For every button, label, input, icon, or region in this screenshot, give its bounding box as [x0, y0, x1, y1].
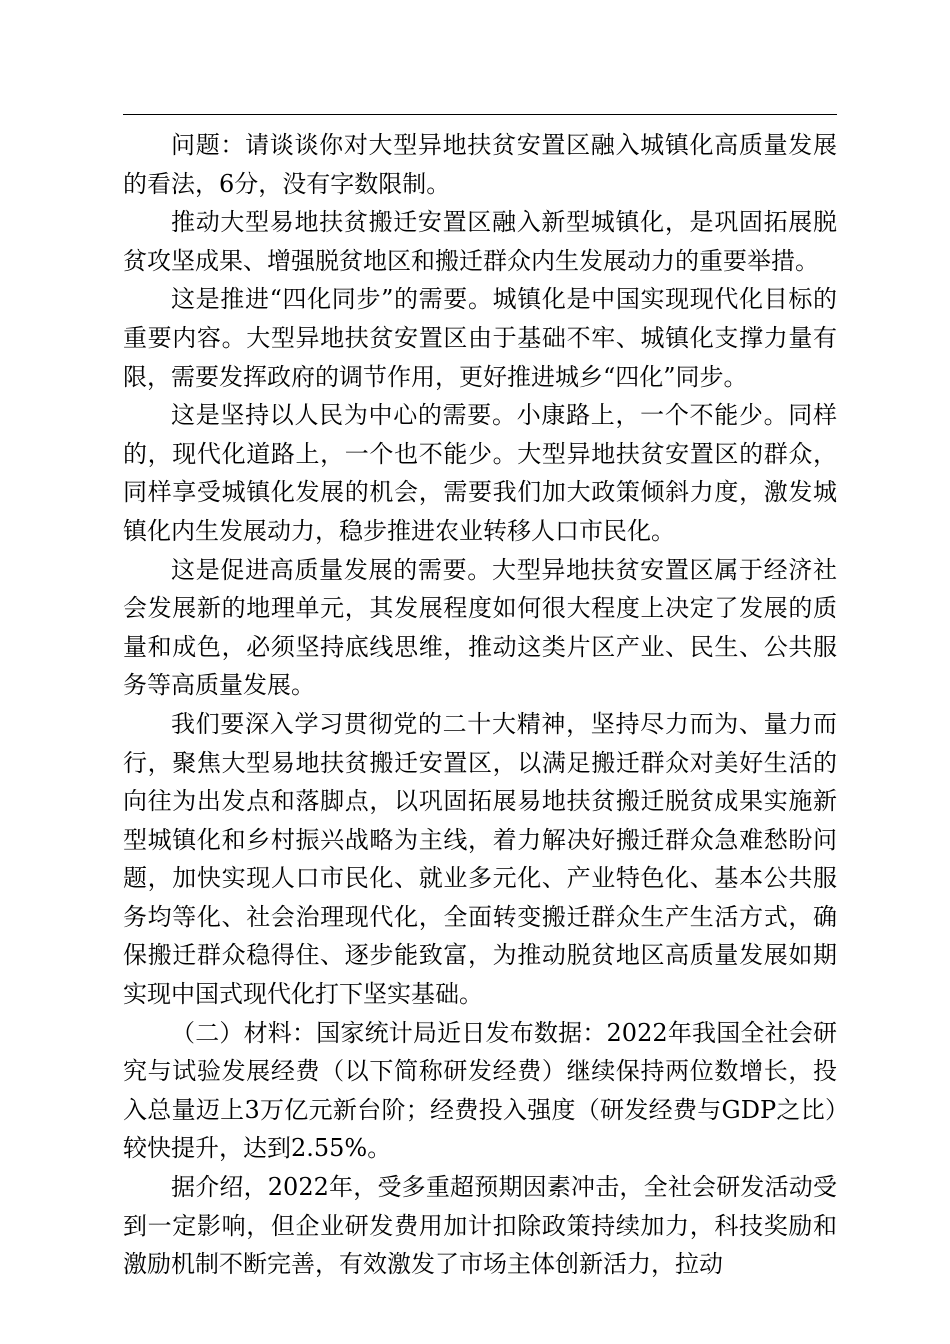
body-paragraph: 推动大型易地扶贫搬迁安置区融入新型城镇化，是巩固拓展脱贫攻坚成果、增强脱贫地区和搬迁群众内生发展动力的重要举措。: [123, 208, 837, 275]
body-paragraph: 我们要深入学习贯彻党的二十大精神，坚持尽力而为、量力而行，聚焦大型易地扶贫搬迁安置区，以满足搬迁群众对美好生活的向往为出发点和落脚点，以巩固拓展易地扶贫搬迁脱贫成果实施新型城镇化和乡村振兴战略为主线，着力解决好搬迁群众急难愁盼问题，加快实现人口市民化、就业多元化、产业特色化、基本公共服务均等化、社会治理现代化，全面转变搬迁群众生产生活方式，确保搬迁群众稳得住、逐步能致富，为推动脱贫地区高质量发展如期实现中国式现代化打下坚实基础。: [123, 709, 837, 1009]
body-paragraph: 这是促进高质量发展的需要。大型异地扶贫安置区属于经济社会发展新的地理单元，其发展程度如何很大程度上决定了发展的质量和成色，必须坚持底线思维，推动这类片区产业、民生、公共服务等高质量发展。: [123, 555, 837, 700]
document-body: [123, 126, 837, 1284]
body-paragraph: 据介绍，2022年，受多重超预期因素冲击，全社会研发活动受到一定影响，但企业研发费用加计扣除政策持续加力，科技奖励和激励机制不断完善，有效激发了市场主体创新活力，拉动: [123, 1173, 837, 1279]
header-rule: [123, 114, 837, 115]
question-paragraph: 问题：请谈谈你对大型异地扶贫安置区融入城镇化高质量发展的看法，6分，没有字数限制。: [123, 131, 837, 198]
body-paragraph: 这是坚持以人民为中心的需要。小康路上，一个不能少。同样的，现代化道路上，一个也不能少。大型异地扶贫安置区的群众，同样享受城镇化发展的机会，需要我们加大政策倾斜力度，激发城镇化内生发展动力，稳步推进农业转移人口市民化。: [123, 401, 837, 545]
material-paragraph: （二）材料：国家统计局近日发布数据：2022年我国全社会研究与试验发展经费（以下简称研发经费）继续保持两位数增长，投入总量迈上3万亿元新台阶；经费投入强度（研发经费与GDP之比）较快提升，达到2.55%。: [123, 1018, 837, 1163]
body-paragraph: 这是推进“四化同步”的需要。城镇化是中国实现现代化目标的重要内容。大型异地扶贫安置区由于基础不牢、城镇化支撑力量有限，需要发挥政府的调节作用，更好推进城乡“四化”同步。: [123, 285, 837, 391]
